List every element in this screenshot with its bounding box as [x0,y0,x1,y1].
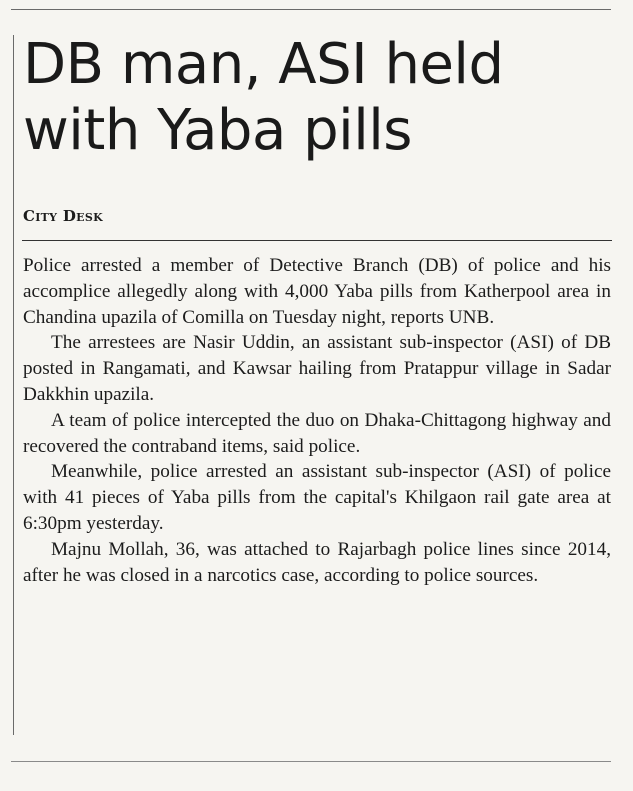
paragraph-5: Majnu Mollah, 36, was attached to Rajarbagh police lines since 2014, after he was closed in a narcotics case, according to police sources. [23,538,611,586]
headline [23,32,623,164]
paragraph-4: Meanwhile, police arrested an assistant sub-inspector (ASI) of police with 41 pieces of Yaba pills from the capital's Khilgaon rail gate area at 6:30pm yesterday. [23,461,611,534]
paragraph-1: Police arrested a member of Detective Branch (DB) of police and his accomplice allegedly along with 4,000 Yaba pills from Katherpool area in Chandina upazila of Comilla on Tuesday night, reports UNB. [23,255,611,328]
paragraph-2: The arrestees are Nasir Uddin, an assistant sub-inspector (ASI) of DB posted in Rangamati, and Kawsar hailing from Pratappur village in Sadar Dakkhin upazila. [23,332,611,405]
column-left-rule [13,35,14,735]
byline: City Desk [23,207,103,225]
headline-line-2: with Yaba pills [23,98,412,163]
top-divider [11,9,611,10]
article-body [23,253,611,588]
bottom-divider [11,761,611,762]
headline-line-1: DB man, ASI held [23,32,504,97]
paragraph-3: A team of police intercepted the duo on Dhaka-Chittagong highway and recovered the contraband items, said police. [23,409,611,457]
byline-divider [22,240,612,241]
